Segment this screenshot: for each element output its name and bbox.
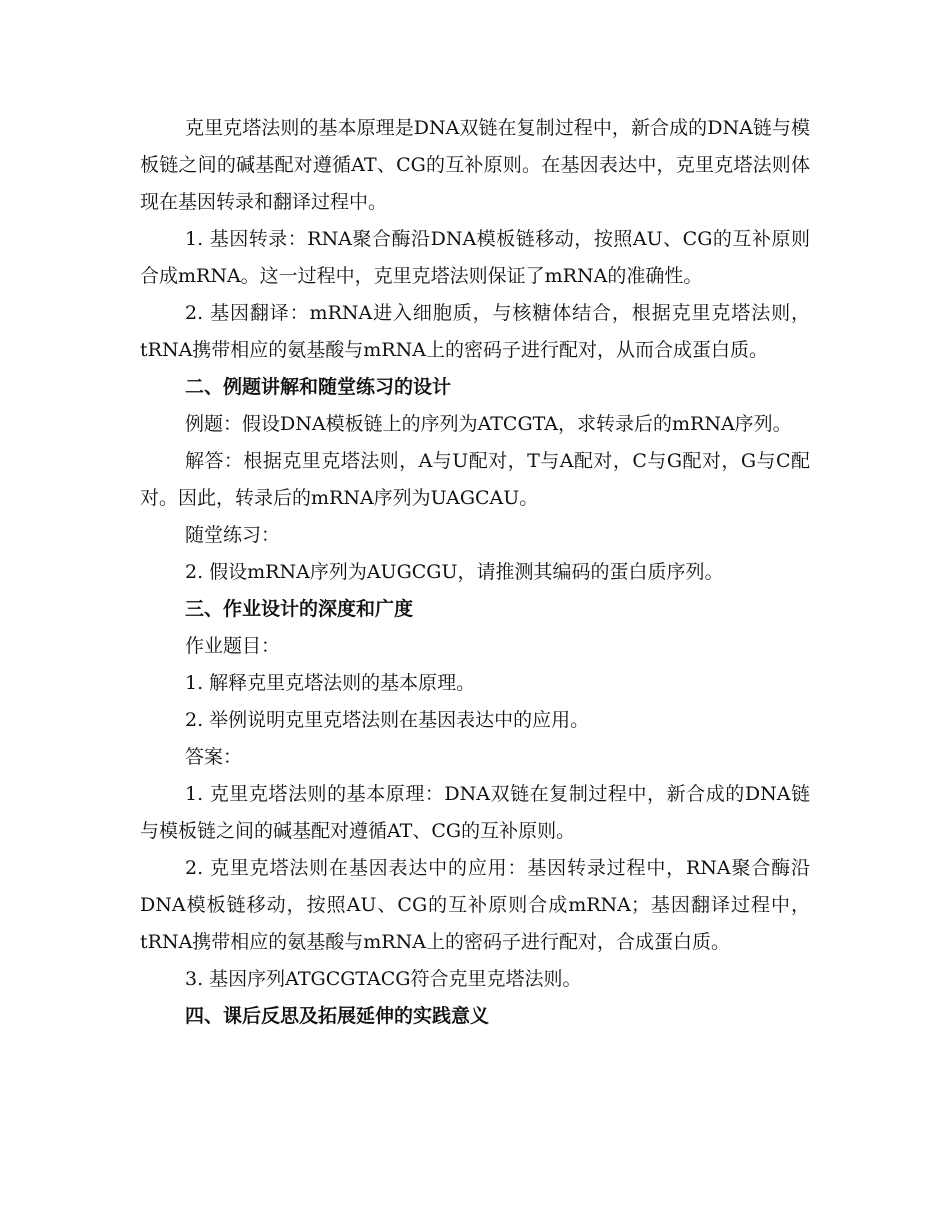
practice-item: 2. 假设mRNA序列为AUGCGU，请推测其编码的蛋白质序列。 bbox=[185, 561, 724, 583]
practice-label: 随堂练习： bbox=[185, 524, 281, 546]
answer-item: 2. 克里克塔法则在基因表达中的应用：基因转录过程中，RNA聚合酶沿DNA模板链移动，按照AU、CG的互补原则合成mRNA；基因翻译过程中，tRNA携带相应的氨基酸与mRNA上的密码子进行配对，合成蛋白质。 bbox=[140, 857, 810, 953]
section-heading-3: 三、作业设计的深度和广度 bbox=[185, 598, 414, 620]
answer-item: 3. 基因序列ATGCGTACG符合克里克塔法则。 bbox=[185, 968, 582, 990]
transcription-paragraph: 1. 基因转录：RNA聚合酶沿DNA模板链移动，按照AU、CG的互补原则合成mRNA。这一过程中，克里克塔法则保证了mRNA的准确性。 bbox=[140, 228, 810, 287]
document-page bbox=[140, 110, 810, 1035]
section-heading-2: 二、例题讲解和随堂练习的设计 bbox=[185, 376, 452, 398]
answer-item: 1. 克里克塔法则的基本原理：DNA双链在复制过程中，新合成的DNA链与模板链之间的碱基配对遵循AT、CG的互补原则。 bbox=[140, 783, 810, 842]
translation-paragraph: 2. 基因翻译：mRNA进入细胞质，与核糖体结合，根据克里克塔法则，tRNA携带相应的氨基酸与mRNA上的密码子进行配对，从而合成蛋白质。 bbox=[140, 302, 810, 361]
intro-paragraph: 克里克塔法则的基本原理是DNA双链在复制过程中，新合成的DNA链与模板链之间的碱基配对遵循AT、CG的互补原则。在基因表达中，克里克塔法则体现在基因转录和翻译过程中。 bbox=[140, 117, 810, 213]
example-answer: 解答：根据克里克塔法则，A与U配对，T与A配对，C与G配对，G与C配对。因此，转录后的mRNA序列为UAGCAU。 bbox=[140, 450, 810, 509]
homework-item: 1. 解释克里克塔法则的基本原理。 bbox=[185, 672, 476, 694]
example-question: 例题：假设DNA模板链上的序列为ATCGTA，求转录后的mRNA序列。 bbox=[185, 413, 792, 435]
section-heading-4: 四、课后反思及拓展延伸的实践意义 bbox=[185, 1005, 490, 1027]
answers-label: 答案： bbox=[185, 746, 243, 768]
homework-label: 作业题目： bbox=[185, 635, 281, 657]
homework-item: 2. 举例说明克里克塔法则在基因表达中的应用。 bbox=[185, 709, 590, 731]
